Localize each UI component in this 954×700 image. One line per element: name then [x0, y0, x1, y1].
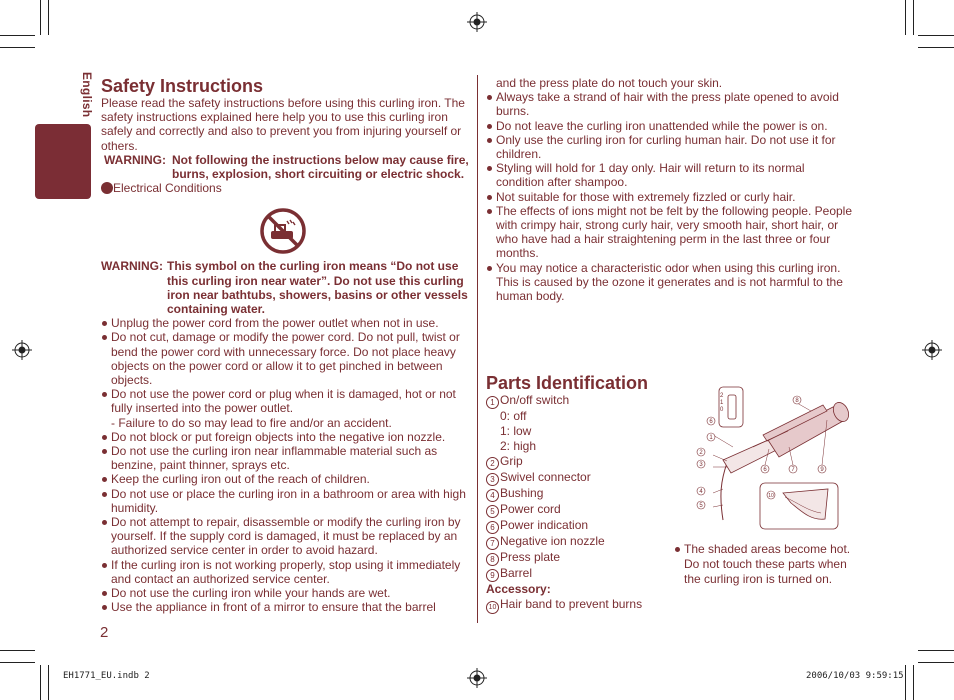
part-badge-6b: 6	[763, 467, 767, 473]
warning-2-label: WARNING:	[101, 259, 163, 274]
page-number: 2	[100, 624, 109, 641]
part-badge-5: 5	[699, 503, 703, 509]
part-item	[486, 486, 671, 502]
curling-iron-diagram	[693, 385, 863, 535]
part-number-badge: 1	[486, 396, 499, 409]
part-item	[486, 470, 671, 486]
part-badge-2: 2	[699, 450, 703, 456]
bullet-icon	[101, 182, 113, 194]
registration-mark-icon	[922, 340, 942, 360]
switch-mark: 1	[720, 400, 724, 406]
part-label: Barrel	[500, 566, 533, 580]
part-badge-3: 3	[699, 462, 703, 468]
list-item: Not suitable for those with extremely fizzled or curly hair.	[486, 190, 854, 204]
switch-state: 1: low	[500, 424, 532, 438]
list-item: Use the appliance in front of a mirror to ensure that the barrel	[101, 600, 469, 614]
part-item	[486, 393, 671, 409]
list-item: The effects of ions might not be felt by the following people. People with crimpy hair, strong curly hair, very smooth hair, short hair, or who have had a hair straightening perm in the last three or four months.	[486, 204, 854, 261]
shaded-note-text: The shaded areas become hot. Do not touch these parts when the curling iron is turned on.	[674, 542, 854, 586]
parts-title: Parts Identification	[486, 373, 649, 393]
part-number-badge: 6	[486, 521, 499, 534]
part-badge-1: 1	[709, 435, 713, 441]
part-number-badge: 9	[486, 569, 499, 582]
list-item: Do not leave the curling iron unattended while the power is on.	[486, 119, 854, 133]
parts-section	[486, 373, 671, 614]
part-badge-8: 8	[795, 398, 799, 404]
part-item	[486, 454, 671, 470]
list-item: Do not use or place the curling iron in a bathroom or area with high humidity.	[101, 487, 469, 515]
list-item: Do not use the curling iron near inflammable material such as benzine, paint thinner, sprays etc.	[101, 444, 469, 472]
registration-mark-icon	[12, 340, 32, 360]
part-label: On/off switch	[500, 393, 570, 407]
footer-file: EH1771_EU.indb 2	[63, 671, 150, 681]
continued-bullet-list	[486, 90, 854, 303]
list-item: If the curling iron is not working properly, stop using it immediately and contact an authorized service center.	[101, 558, 469, 586]
part-badge-10: 10	[768, 493, 774, 499]
list-item: Do not use the curling iron while your hands are wet.	[101, 586, 469, 600]
part-badge-4: 4	[699, 489, 703, 495]
list-item: Keep the curling iron out of the reach of children.	[101, 472, 469, 486]
no-water-symbol-icon	[259, 207, 307, 255]
safety-section	[101, 76, 469, 615]
registration-mark-icon	[467, 12, 487, 32]
part-label: Negative ion nozzle	[500, 534, 605, 548]
column-divider	[477, 75, 478, 623]
safety-intro: Please read the safety instructions before using this curling iron. The safety instructions explained here help you to use this curling iron safely and correctly and also to prevent you from injuring yourself or others.	[101, 96, 465, 153]
part-item	[486, 597, 671, 614]
list-item: Only use the curling iron for curling human hair. Do not use it for children.	[486, 133, 854, 161]
part-label: Power cord	[500, 502, 561, 516]
part-item	[486, 566, 671, 582]
part-label: Power indication	[500, 518, 589, 532]
list-item: Do not block or put foreign objects into the negative ion nozzle.	[101, 430, 469, 444]
symbol-area	[101, 195, 469, 259]
part-number-badge: 5	[486, 505, 499, 518]
continued-safety	[486, 76, 854, 303]
switch-state: 2: high	[500, 439, 537, 453]
list-item: Do not use the power cord or plug when it is damaged, hot or not fully inserted into the power outlet.	[101, 387, 469, 415]
switch-state: 0: off	[500, 409, 527, 423]
part-label: Press plate	[500, 550, 561, 564]
list-item: Always take a strand of hair with the press plate opened to avoid burns.	[486, 90, 854, 118]
part-item	[486, 550, 671, 566]
safety-title: Safety Instructions	[101, 76, 264, 96]
part-number-badge: 8	[486, 553, 499, 566]
part-number-badge: 4	[486, 489, 499, 502]
registration-mark-icon	[467, 668, 487, 688]
list-item: Styling will hold for 1 day only. Hair will return to its normal condition after shampoo.	[486, 161, 854, 189]
part-item	[486, 502, 671, 518]
part-number-badge: 10	[486, 601, 499, 614]
part-label: Bushing	[500, 486, 544, 500]
footer-datetime: 2006/10/03 9:59:15	[806, 671, 904, 681]
part-label: Hair band to prevent burns	[500, 597, 643, 611]
warning-1	[104, 153, 469, 181]
part-number-badge: 7	[486, 537, 499, 550]
electrical-conditions	[101, 181, 469, 195]
safety-bullet-list	[101, 316, 469, 614]
failure-note: - Failure to do so may lead to fire and/or an accident.	[111, 415, 392, 430]
warning-1-text: Not following the instructions below may cause fire, burns, explosion, short circuiting or electric shock.	[172, 152, 469, 182]
part-badge-6: 6	[709, 419, 713, 425]
list-item: You may notice a characteristic odor when using this curling iron. This is caused by the ozone it generates and is not harmful to the human body.	[486, 261, 854, 304]
shaded-note-list	[674, 542, 854, 586]
part-label: Swivel connector	[500, 470, 591, 484]
list-item: Do not cut, damage or modify the power cord. Do not pull, twist or bend the power cord with unnecessary force. Do not place heavy objects on the power cord or allow it to get pinched in between objects.	[101, 330, 469, 387]
list-item: Do not attempt to repair, disassemble or modify the curling iron by yourself. If the supply cord is damaged, it must be replaced by an authorized service center in order to avoid hazard.	[101, 515, 469, 558]
part-label: Grip	[500, 454, 523, 468]
list-item: Unplug the power cord from the power outlet when not in use.	[101, 316, 469, 330]
part-item	[486, 518, 671, 534]
parts-list	[486, 393, 671, 614]
shaded-note	[674, 542, 854, 586]
part-number-badge: 2	[486, 457, 499, 470]
part-badge-9: 9	[820, 467, 824, 473]
warning-2-text: This symbol on the curling iron means “Do not use this curling iron near water”. Do not use this curling iron near bathtubs, showers, basins or other vessels containing water.	[167, 259, 468, 317]
switch-mark: 2	[720, 393, 724, 399]
part-badge-7: 7	[791, 467, 795, 473]
language-tab	[35, 124, 91, 199]
warning-1-label: WARNING:	[104, 152, 166, 167]
part-item	[486, 534, 671, 550]
switch-mark: 0	[720, 407, 724, 413]
part-number-badge: 3	[486, 473, 499, 486]
electrical-conditions-label: Electrical Conditions	[113, 181, 222, 196]
continuation-text: and the press plate do not touch your skin.	[496, 76, 723, 90]
warning-2	[101, 259, 469, 316]
accessory-label: Accessory:	[486, 582, 551, 596]
language-label: English	[80, 72, 94, 118]
